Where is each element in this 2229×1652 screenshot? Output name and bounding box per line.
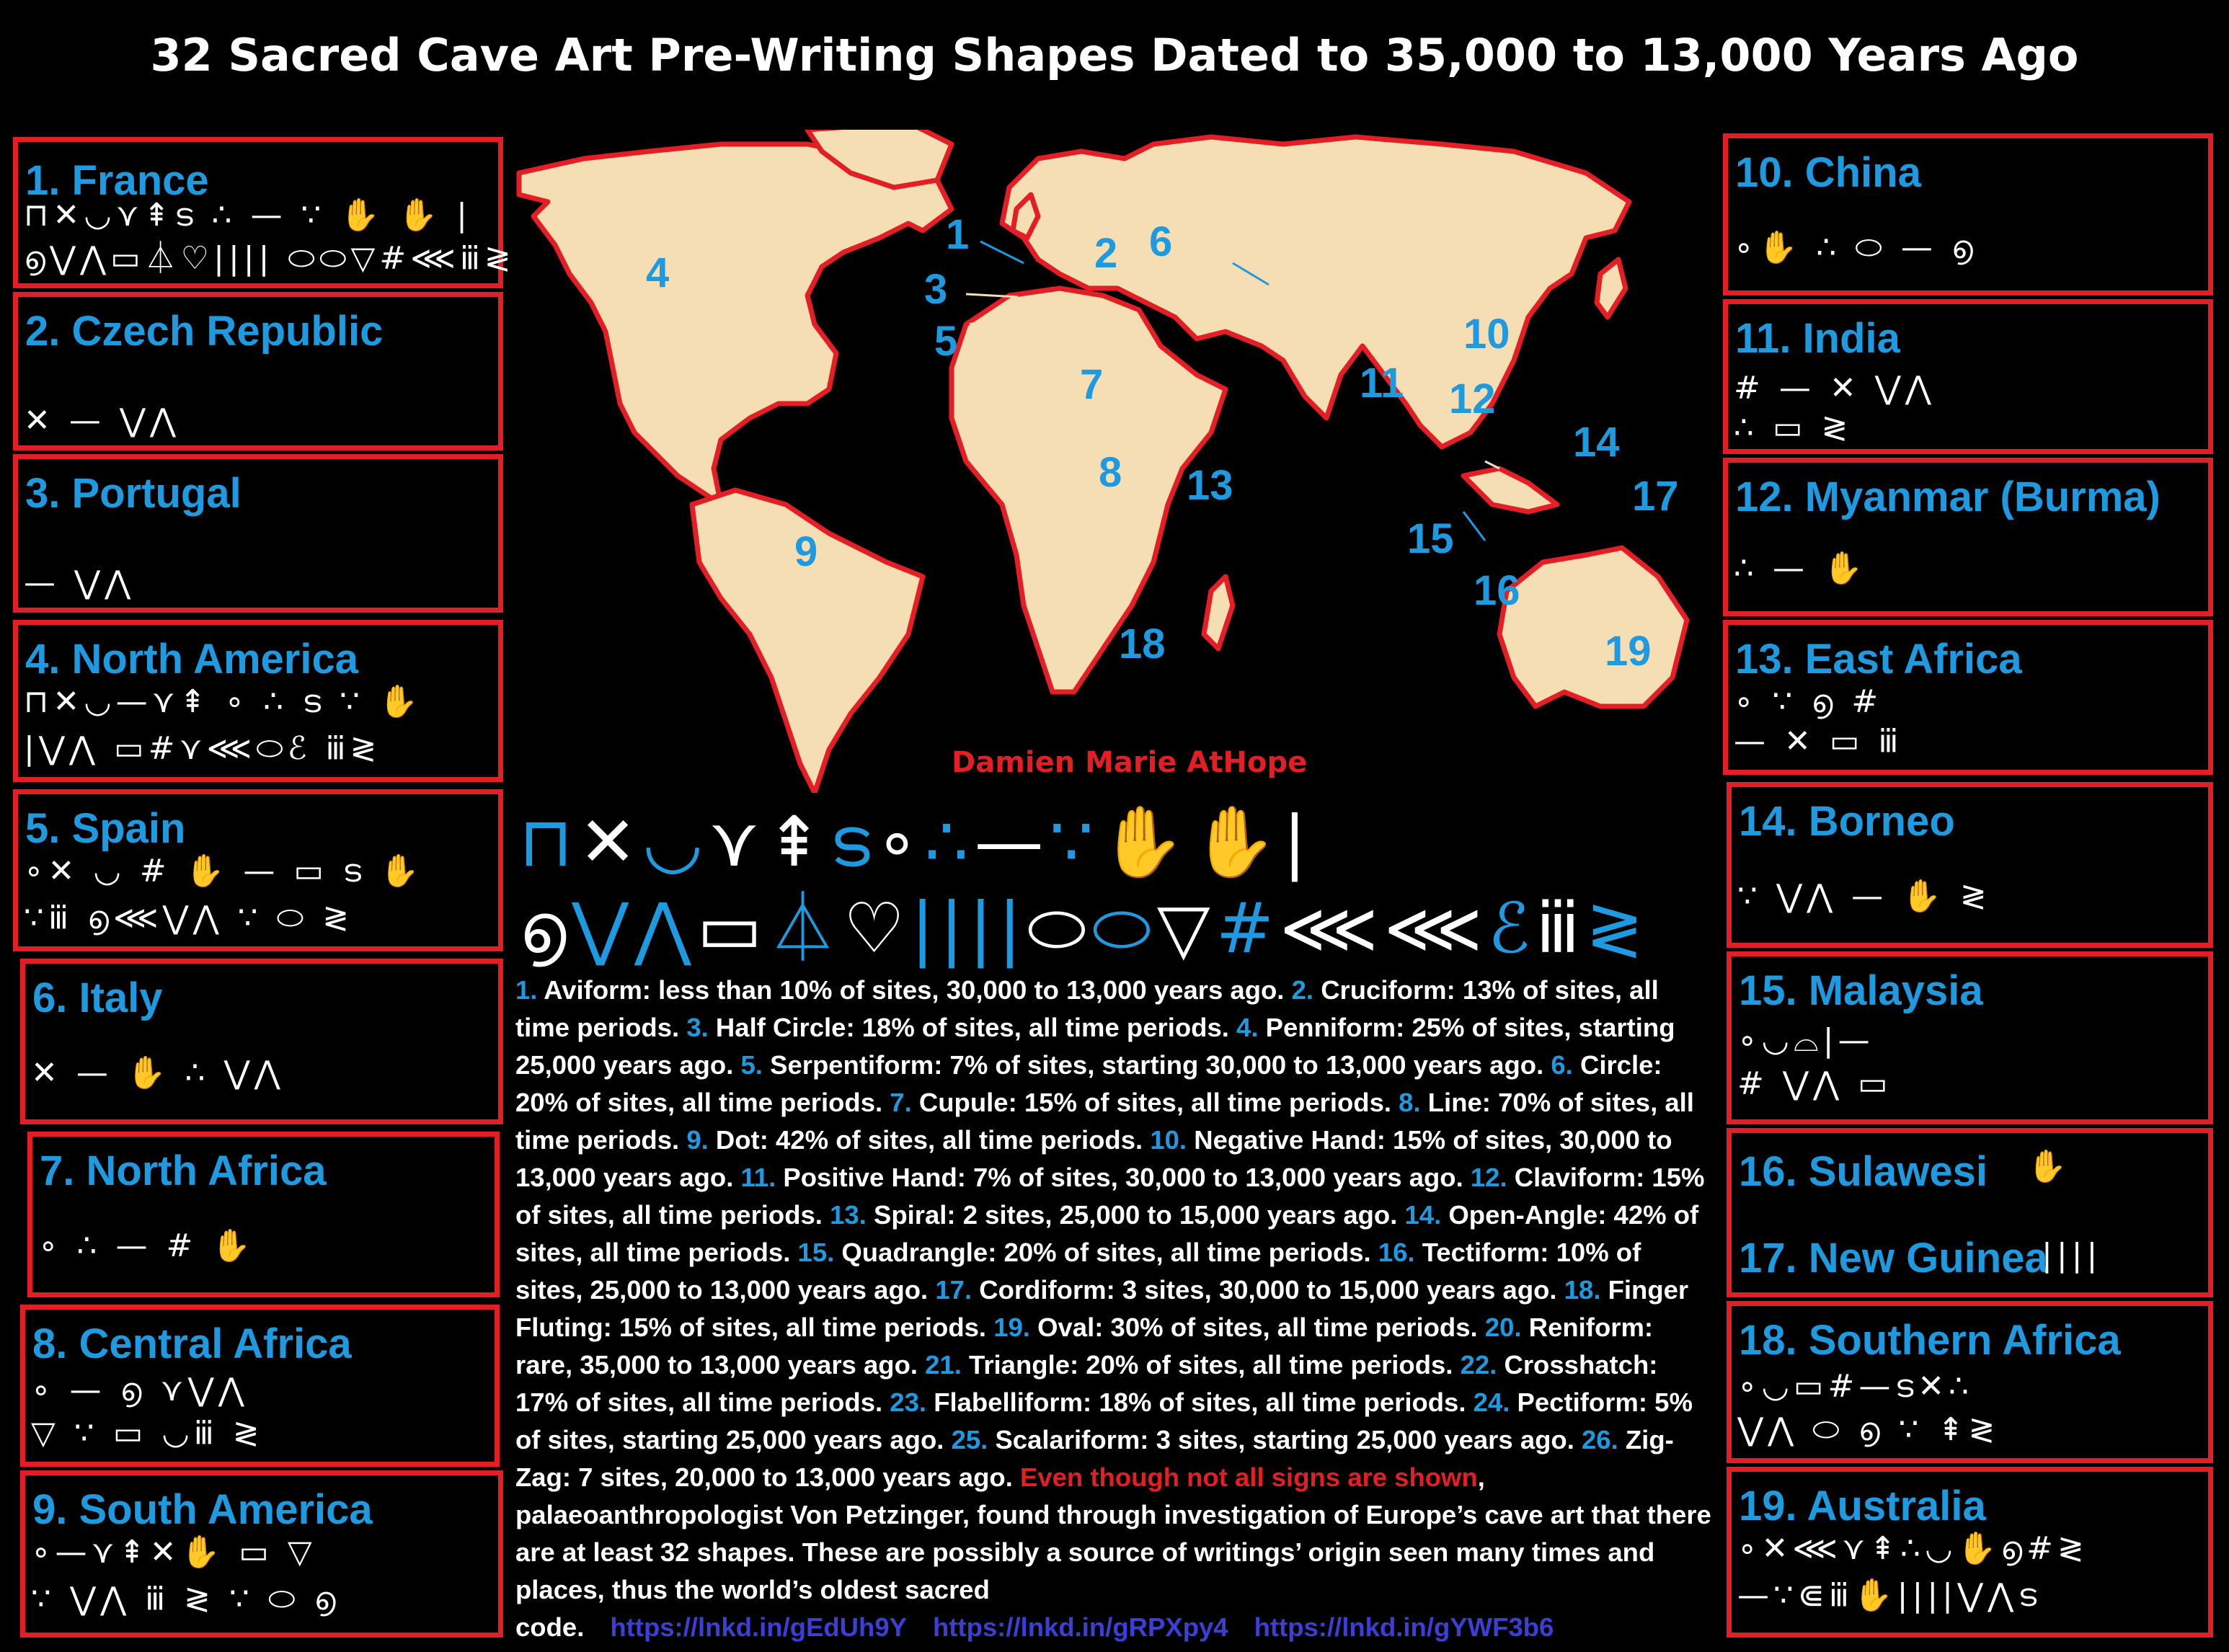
shape-row: ∵ⅲ ൭⋘⋁⋀ ∵ ⬭ ≷: [24, 900, 354, 936]
cave-sign-glyph: ▽: [1156, 888, 1216, 969]
panel-sulawesi-new-guinea: [1727, 1128, 2213, 1297]
map-label-6: 6: [1149, 218, 1173, 265]
shape-number: 26.: [1582, 1425, 1618, 1455]
map-label-1: 1: [946, 211, 970, 258]
cave-sign-glyph: ട: [828, 801, 876, 882]
shape-row: # ⋁⋀ ▭: [1737, 1065, 1892, 1102]
shape-row-large: [519, 801, 1313, 882]
shape-row: ∴ ▭ ≷: [1734, 409, 1853, 446]
cave-sign-glyph: ∘: [875, 801, 925, 882]
cave-sign-glyph: —: [974, 801, 1050, 882]
shape-row: ✕ — ⋁⋀: [24, 402, 181, 439]
shape-number: 24.: [1473, 1387, 1510, 1417]
panel-title: 4. North America: [25, 636, 358, 683]
map-label-4: 4: [646, 249, 670, 296]
shape-description: Oval: 30% of sites, all time periods.: [1029, 1313, 1485, 1342]
shape-row: ∘ ∵ ൭ #: [1734, 683, 1883, 720]
shape-description: Half Circle: 18% of sites, all time periods.: [708, 1013, 1237, 1042]
panel-title: 7. North Africa: [40, 1147, 327, 1194]
japan-landmass: [1597, 259, 1626, 317]
shape-row: ▽ ∵ ▭ ◡ⅲ ≷: [31, 1415, 264, 1452]
shape-description: Crosshatch: 17% of sites, all time periods.: [515, 1350, 1658, 1417]
panel-title: 17. New Guinea: [1739, 1235, 2048, 1282]
cave-sign-glyph: ⊓: [519, 801, 579, 882]
panel-title: 11. India: [1735, 315, 1900, 362]
shape-number: 21.: [925, 1350, 962, 1380]
shape-number: 2.: [1291, 975, 1314, 1005]
panel-title: 16. Sulawesi: [1739, 1148, 1988, 1195]
shape-number: 19.: [993, 1313, 1030, 1342]
note-red: Even though not all signs are shown: [1019, 1462, 1478, 1492]
shape-row: ∘ — ൭ ⋎⋁⋀: [31, 1372, 249, 1408]
indonesia-landmass: [1463, 468, 1557, 512]
map-label-9: 9: [794, 528, 818, 575]
map-label-7: 7: [1080, 361, 1104, 408]
shape-row: — ⋁⋀: [24, 564, 136, 601]
panel-malaysia: [1727, 951, 2213, 1124]
shape-description: Pectiform: 5% of sites, starting 25,000 years ago.: [515, 1387, 1693, 1455]
shape-number: 20.: [1484, 1313, 1522, 1342]
leader-line: [1463, 512, 1485, 541]
closing-text: , palaeoanthropologist Von Petzinger, found through investigation of Europe’s cave art that there are at least 32 shapes. These are possibly a source of writings’ origin seen many times and places, thus the world’s oldest sacred code.: [515, 1462, 1711, 1642]
shape-description: Cordiform: 3 sites, 30,000 to 15,000 years ago.: [972, 1275, 1564, 1305]
shape-number: 15.: [797, 1238, 835, 1267]
australia-landmass: [1499, 548, 1687, 706]
source-link[interactable]: https://lnkd.in/gRPXpy4: [932, 1612, 1228, 1642]
cave-sign-glyph: ✕: [578, 801, 643, 882]
shape-description: Positive Hand: 7% of sites, 30,000 to 13,000 years ago.: [776, 1163, 1471, 1192]
map-label-12: 12: [1449, 376, 1496, 422]
cave-sign-glyph: ⅲ: [1536, 888, 1586, 969]
shape-description: Flabelliform: 18% of sites, all time periods.: [926, 1387, 1474, 1417]
shape-description: Finger Fluting: 15% of sites, all time periods.: [515, 1275, 1689, 1342]
shape-description: Dot: 42% of sites, all time periods.: [708, 1125, 1151, 1155]
shape-description: Scalariform: 3 sites, starting 25,000 years ago.: [988, 1425, 1582, 1455]
north-america-landmass: [519, 144, 952, 505]
panel-central-africa: [20, 1305, 500, 1467]
cave-sign-glyph: ⋘: [1280, 888, 1384, 969]
cave-sign-glyph: ◡: [642, 801, 709, 882]
panel-title: 12. Myanmar (Burma): [1735, 474, 2161, 520]
panel-italy: [20, 959, 503, 1124]
page-title: 32 Sacred Cave Art Pre-Writing Shapes Dated to 35,000 to 13,000 Years Ago: [150, 29, 2079, 81]
map-label-13: 13: [1187, 462, 1233, 509]
map-label-17: 17: [1632, 473, 1679, 520]
cave-sign-glyph: ⏃: [768, 888, 843, 969]
map-label-10: 10: [1463, 311, 1510, 358]
leader-line: [980, 241, 1024, 263]
panel-myanmar: [1723, 458, 2213, 616]
cave-sign-glyph: ⇞: [765, 801, 829, 882]
panel-title: 14. Borneo: [1739, 798, 1955, 845]
cave-sign-glyph: ⋁⋀: [572, 888, 697, 969]
panel-title: 19. Australia: [1739, 1483, 1986, 1529]
shape-number: 5.: [740, 1050, 763, 1080]
shape-row: ∘✕⋘⋎⇞∴◡✋൭#≷: [1737, 1530, 2088, 1567]
shape-row: ∘✕ ◡ # ✋ — ▭ ട ✋: [24, 853, 424, 889]
map-label-16: 16: [1474, 567, 1520, 614]
shape-row: ∘◡▭#—ട✕∴: [1737, 1368, 1974, 1405]
shape-number: 7.: [890, 1088, 912, 1117]
shape-number: 23.: [890, 1387, 927, 1417]
shape-row: ∘◡⌓|—: [1737, 1022, 1874, 1059]
shape-row: ✕ — ✋ ∴ ⋁⋀: [31, 1054, 285, 1091]
panel-title: 3. Portugal: [25, 470, 241, 517]
shape-row: ⊓✕◡⋎⇞ട ∴ — ∵ ✋ ✋ |: [24, 197, 471, 234]
panel-spain: [13, 789, 503, 951]
shape-row-large: [519, 888, 1649, 969]
cave-sign-glyph: ൭: [519, 888, 572, 969]
description-text: [515, 972, 1712, 1646]
shape-description: Circle: 20% of sites, all time periods.: [515, 1050, 1662, 1117]
panel-france: [13, 137, 515, 288]
madagascar-landmass: [1204, 577, 1233, 649]
cave-sign-glyph: #: [1215, 888, 1280, 969]
panel-north-africa: [27, 1132, 500, 1297]
shape-description: Tectiform: 10% of sites, 25,000 to 13,000 years ago.: [515, 1238, 1641, 1305]
cave-sign-glyph: ≷: [1585, 888, 1649, 969]
shape-description: Claviform: 15% of sites, all time periods.: [515, 1163, 1705, 1230]
panel-south-america: [20, 1470, 503, 1638]
panel-title: 2. Czech Republic: [25, 308, 384, 355]
shape-row: ൭⋁⋀▭⏃♡|||| ⬭⬭▽#⋘ⅲ≷: [24, 240, 515, 277]
shape-number: 13.: [830, 1200, 867, 1230]
panel-title: 5. Spain: [25, 805, 186, 852]
shape-description: Reniform: rare, 35,000 to 13,000 years ago.: [515, 1313, 1654, 1380]
map-label-3: 3: [924, 266, 948, 313]
map-label-11: 11: [1360, 360, 1404, 407]
shape-number: 8.: [1399, 1088, 1421, 1117]
map-label-18: 18: [1119, 621, 1166, 667]
panel-title: 18. Southern Africa: [1739, 1317, 2121, 1364]
panel-portugal: [13, 454, 503, 613]
shape-description: Cupule: 15% of sites, all time periods.: [911, 1088, 1399, 1117]
cave-sign-glyph: ⋘: [1383, 888, 1489, 969]
shape-number: 3.: [686, 1013, 709, 1042]
cave-sign-glyph: ⬭: [1027, 888, 1092, 969]
panel-southern-africa: [1727, 1301, 2213, 1463]
cave-sign-glyph: ||||: [910, 888, 1027, 969]
panel-borneo: [1727, 782, 2213, 948]
panel-australia: [1727, 1467, 2213, 1638]
shape-number: 10.: [1150, 1125, 1187, 1155]
panel-title: 6. Italy: [32, 974, 163, 1021]
shape-number: 22.: [1460, 1350, 1497, 1380]
shape-number: 17.: [935, 1275, 972, 1305]
shape-description: Zig-Zag: 7 sites, 20,000 to 13,000 years ago.: [515, 1425, 1674, 1492]
panel-czech-republic: [13, 292, 503, 450]
shape-number: 4.: [1236, 1013, 1259, 1042]
shape-description: Cruciform: 13% of sites, all time periods.: [515, 975, 1659, 1042]
map-label-5: 5: [934, 318, 958, 365]
map-label-2: 2: [1094, 230, 1118, 277]
africa-landmass: [952, 288, 1226, 692]
panel-title: 9. South America: [32, 1486, 373, 1533]
cave-sign-glyph: ▭: [696, 888, 768, 969]
shape-description: Negative Hand: 15% of sites, 30,000 to 13,000 years ago.: [515, 1125, 1672, 1192]
source-link[interactable]: https://lnkd.in/gYWF3b6: [1254, 1612, 1554, 1642]
shape-number: 16.: [1378, 1238, 1415, 1267]
shape-row: — ✕ ▭ ⅲ: [1734, 723, 1903, 760]
panel-title: 8. Central Africa: [32, 1320, 352, 1367]
finger-fluting-icon: ||||: [2042, 1237, 2102, 1274]
shape-row: ⊓✕◡—⋎⇞ ∘ ∴ ട ∵ ✋: [24, 683, 422, 720]
cave-sign-glyph: ✋: [1099, 801, 1192, 882]
shape-description: Aviform: less than 10% of sites, 30,000 to 13,000 years ago.: [537, 975, 1292, 1005]
shape-description: Open-Angle: 42% of sites, all time periods.: [515, 1200, 1699, 1267]
shape-row: ⋁⋀ ⬭ ൭ ∵ ⇞≷: [1737, 1411, 2000, 1448]
shape-number: 12.: [1470, 1163, 1507, 1192]
cave-sign-glyph: ⬭: [1091, 888, 1157, 969]
cave-sign-glyph: ∴: [924, 801, 975, 882]
shape-number: 25.: [951, 1425, 988, 1455]
shape-row: ∘—⋎⇞✕✋ ▭ ▽: [31, 1534, 316, 1571]
source-link[interactable]: https://lnkd.in/gEdUh9Y: [610, 1612, 907, 1642]
panel-title: 10. China: [1735, 149, 1921, 196]
panel-title: 1. France: [25, 157, 209, 204]
shape-description: Spiral: 2 sites, 25,000 to 15,000 years ago.: [866, 1200, 1405, 1230]
shape-description: Triangle: 20% of sites, all time periods.: [961, 1350, 1461, 1380]
shape-number: 18.: [1564, 1275, 1601, 1305]
cave-sign-glyph: ♡: [843, 888, 911, 969]
shape-row: ∘✋ ∴ ⬭ — ൭: [1734, 229, 1977, 266]
shape-number: 9.: [686, 1125, 709, 1155]
shape-number: 6.: [1551, 1050, 1573, 1080]
panel-title: 15. Malaysia: [1739, 967, 1983, 1014]
map-label-8: 8: [1099, 449, 1122, 496]
shape-row: # — ✕ ⋁⋀: [1734, 370, 1936, 407]
panel-india: [1723, 299, 2213, 454]
shape-description: Line: 70% of sites, all time periods.: [515, 1088, 1694, 1155]
hand-icon: ✋: [2027, 1148, 2071, 1185]
author-credit: Damien Marie AtHope: [952, 746, 1308, 779]
shape-number: 1.: [515, 975, 538, 1005]
panel-china: [1723, 133, 2213, 296]
cave-sign-glyph: ⋎: [709, 801, 766, 882]
shape-row: |⋁⋀ ▭#⋎⋘⬭ℰ ⅲ≷: [24, 730, 381, 767]
shape-row: —∵⋐ⅲ✋||||⋁⋀ട: [1737, 1577, 2042, 1614]
shape-row: ∵ ⋁⋀ — ✋ ≷: [1737, 878, 1991, 915]
map-label-14: 14: [1573, 419, 1620, 466]
cave-sign-glyph: |: [1282, 801, 1313, 882]
cave-sign-glyph: ℰ: [1488, 888, 1536, 969]
cave-sign-glyph: ∵: [1049, 801, 1099, 882]
panel-east-africa: [1723, 620, 2213, 775]
shape-number: 14.: [1404, 1200, 1442, 1230]
shape-row: ∴ — ✋: [1734, 550, 1867, 587]
shape-row: ∵ ⋁⋀ ⅲ ≷ ∵ ⬭ ൭: [31, 1581, 340, 1617]
shape-description: Quadrangle: 20% of sites, all time periods.: [834, 1238, 1378, 1267]
map-label-15: 15: [1407, 515, 1454, 562]
shape-number: 11.: [740, 1163, 776, 1192]
map-label-19: 19: [1605, 628, 1652, 675]
panel-title: 13. East Africa: [1735, 636, 2022, 683]
shape-row: ∘ ∴ — # ✋: [38, 1227, 256, 1264]
cave-sign-glyph: ✋: [1191, 801, 1283, 882]
shape-description: Penniform: 25% of sites, starting 25,000 years ago.: [515, 1013, 1675, 1080]
panel-north-america: [13, 620, 503, 782]
shape-description: Serpentiform: 7% of sites, starting 30,000 to 13,000 years ago.: [762, 1050, 1551, 1080]
